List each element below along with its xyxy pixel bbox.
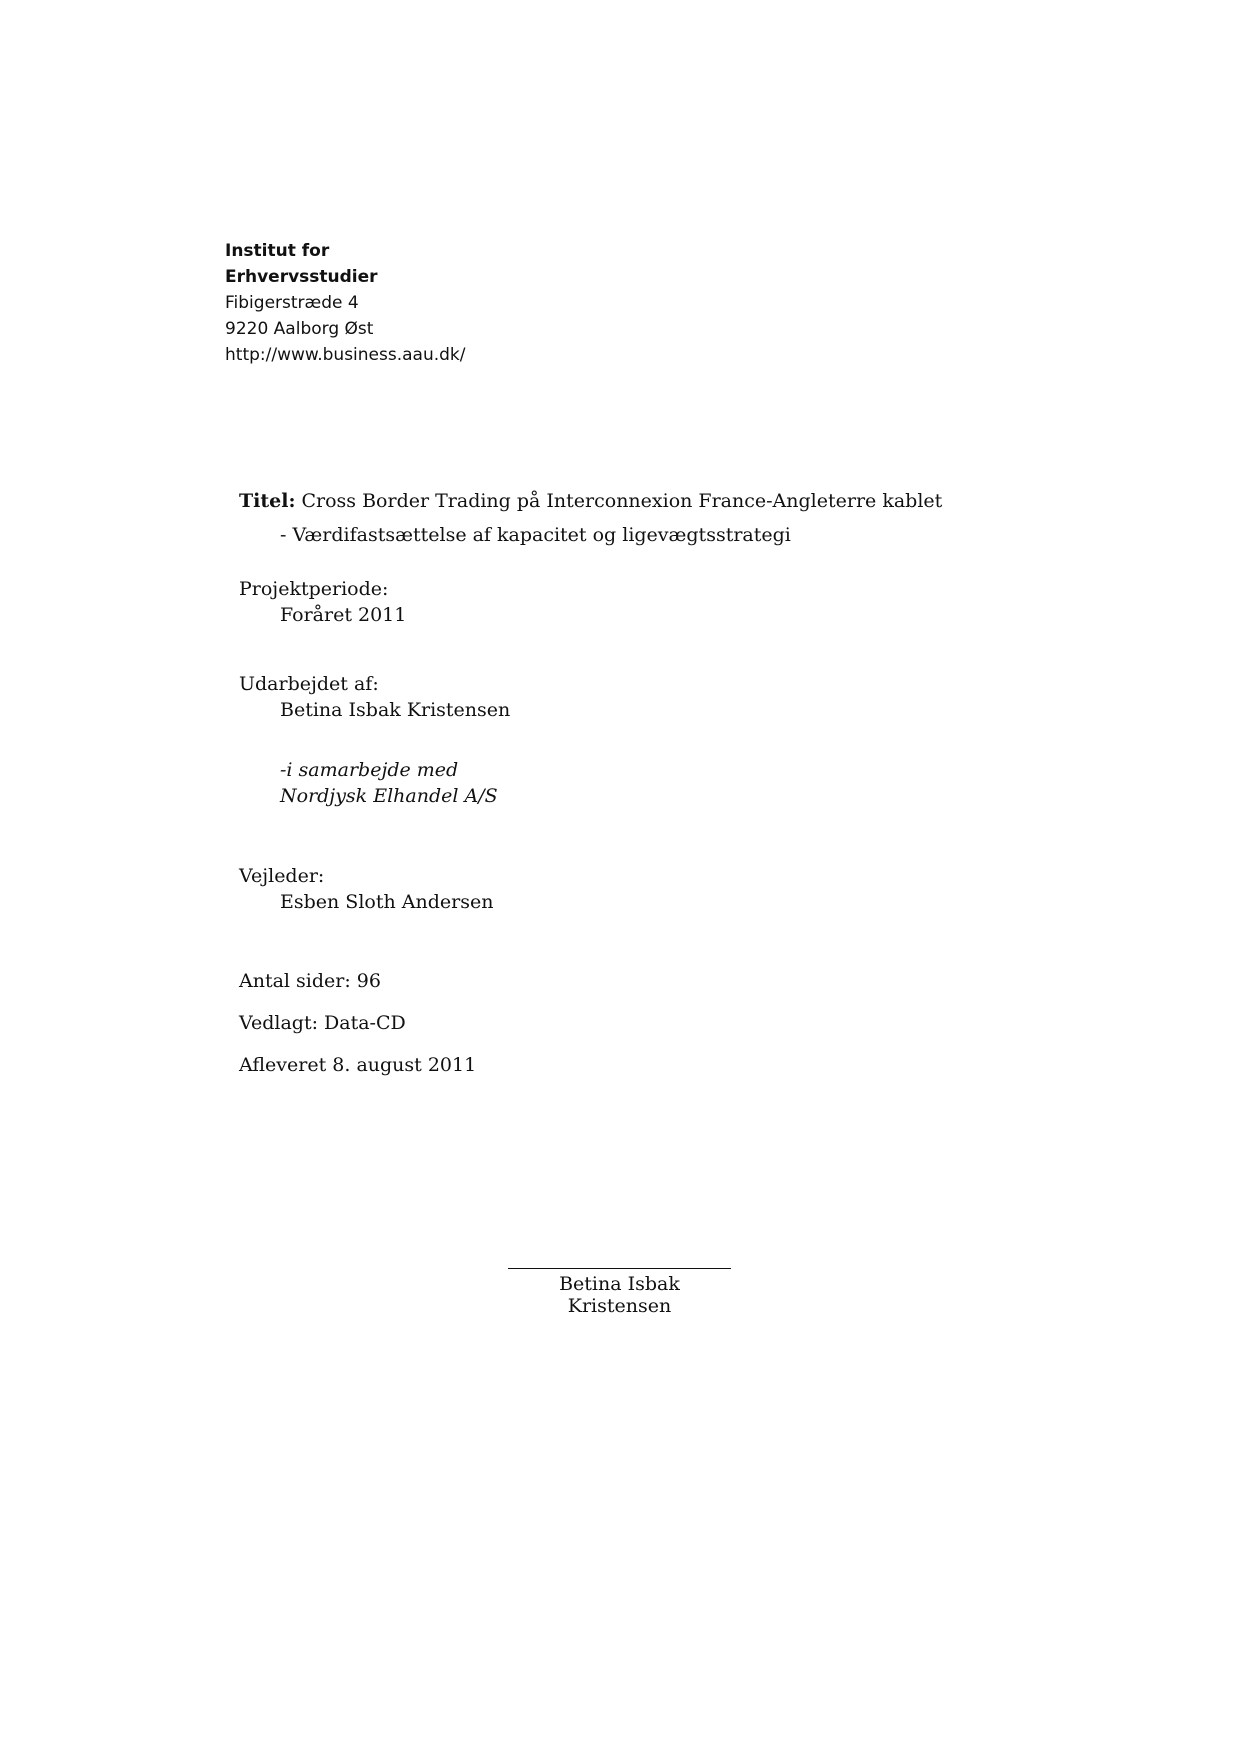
collab-line2: Nordjysk Elhandel A/S xyxy=(280,785,498,807)
institute-city: 9220 Aalborg Øst xyxy=(225,319,374,339)
attachment: Vedlagt: Data-CD xyxy=(239,1012,406,1034)
period-value: Foråret 2011 xyxy=(280,604,407,626)
period-label: Projektperiode: xyxy=(239,578,389,600)
institute-address-block xyxy=(225,238,466,368)
author-label: Udarbejdet af: xyxy=(239,673,379,695)
signature-block xyxy=(508,1268,731,1317)
supervisor-name: Esben Sloth Andersen xyxy=(280,891,494,913)
title-label: Titel: xyxy=(239,490,296,512)
supervisor-label: Vejleder: xyxy=(239,865,325,887)
signature-name: Betina Isbak Kristensen xyxy=(559,1273,680,1317)
title-subtitle: - Værdifastsættelse af kapacitet og ligevægtsstrategi xyxy=(280,524,791,546)
collab-line1: -i samarbejde med xyxy=(280,759,459,781)
institute-street: Fibigerstræde 4 xyxy=(225,293,359,313)
title-line xyxy=(239,490,942,512)
institute-url[interactable]: http://www.business.aau.dk/ xyxy=(225,345,466,365)
title-main: Cross Border Trading på Interconnexion France-Angleterre kablet xyxy=(301,490,943,512)
author-name: Betina Isbak Kristensen xyxy=(280,699,511,721)
institute-name-line1: Institut for xyxy=(225,241,330,261)
institute-name-line2: Erhvervsstudier xyxy=(225,267,378,287)
delivery-date: Afleveret 8. august 2011 xyxy=(239,1054,477,1076)
page-count: Antal sider: 96 xyxy=(239,970,381,992)
